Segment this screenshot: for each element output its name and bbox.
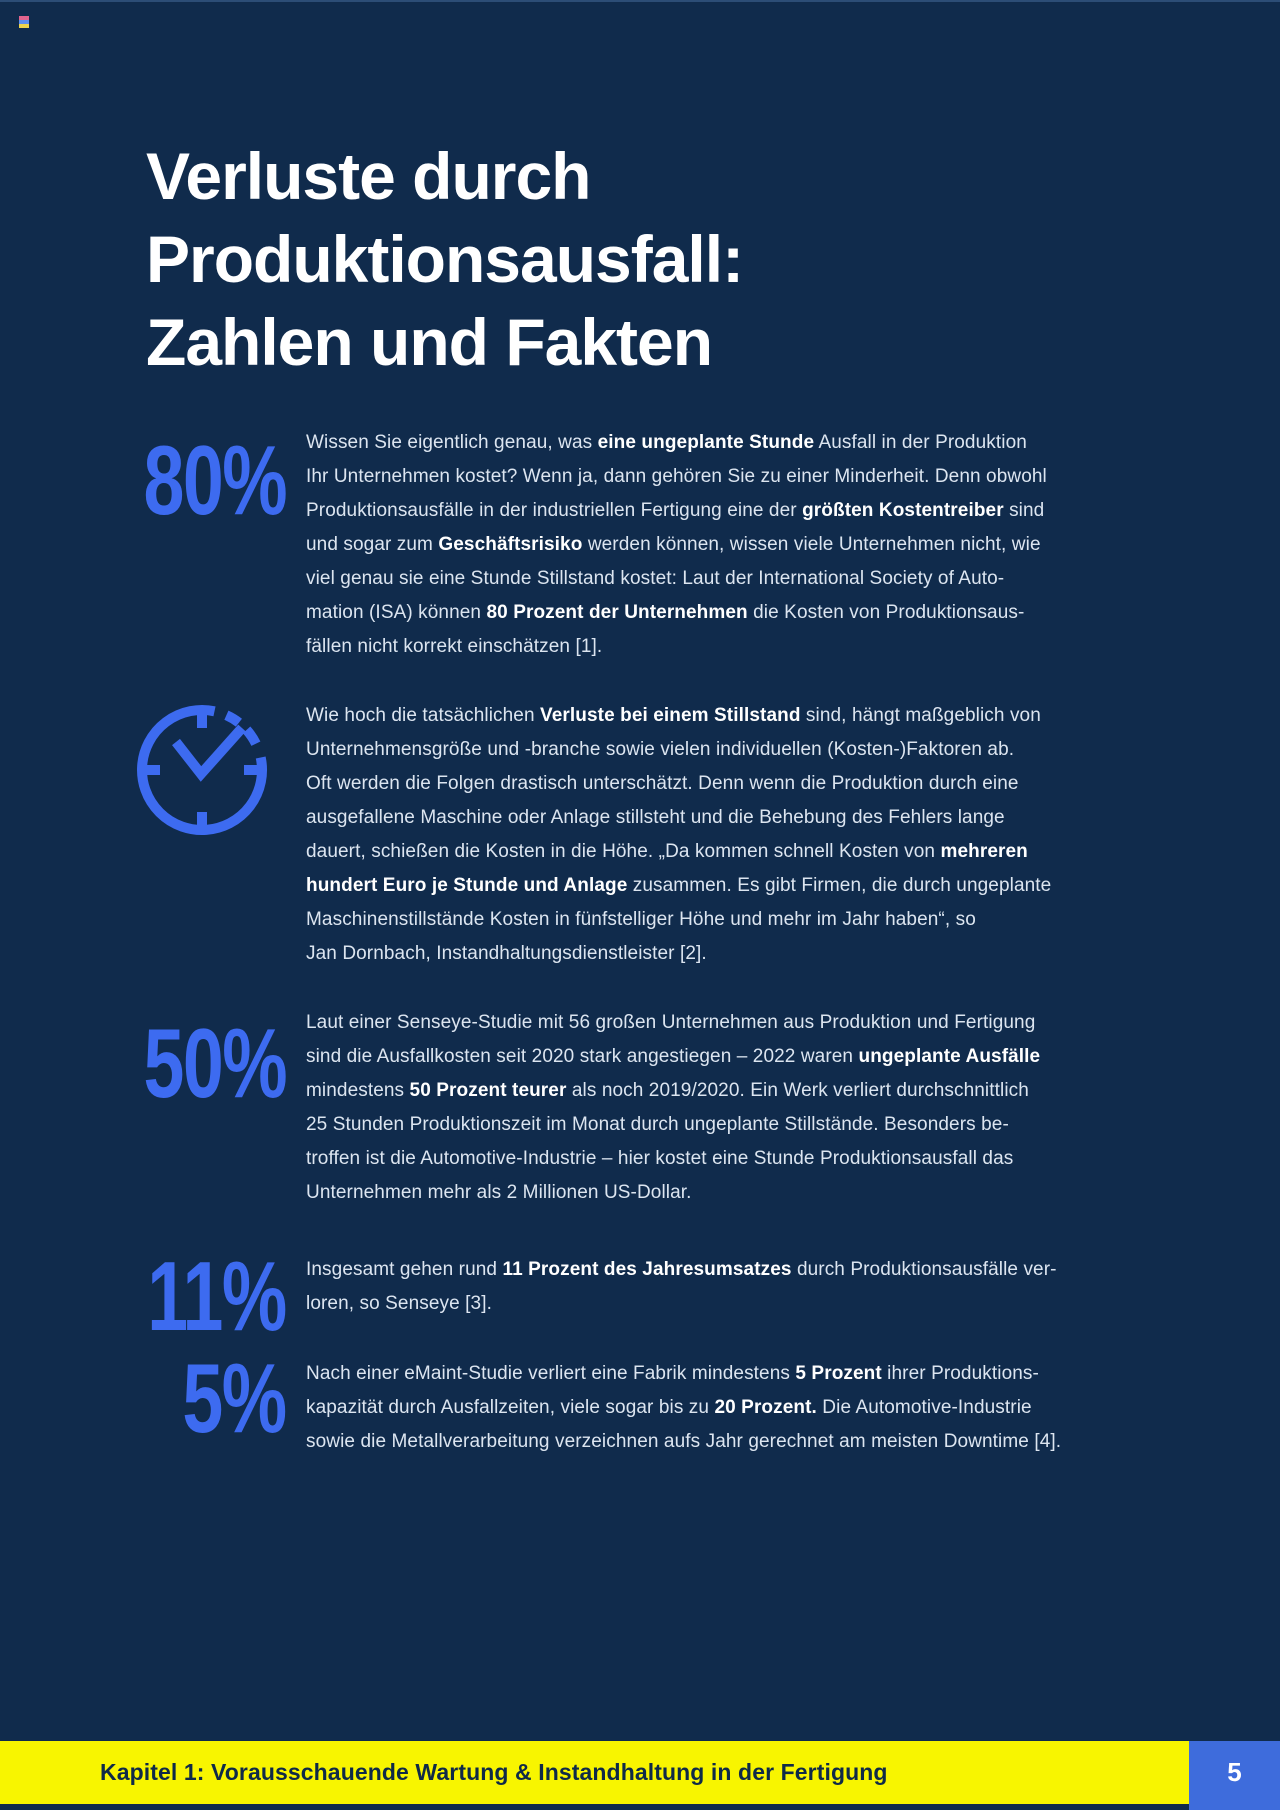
- stat-80-percent: 80%: [143, 425, 286, 535]
- stat-11-percent: 11%: [147, 1241, 286, 1351]
- page-top-border: [0, 0, 1280, 2]
- text-line: Nach einer eMaint-Studie verliert eine Fabrik mindestens 5 Prozent ihrer Produktions-: [306, 1363, 1039, 1384]
- logo-mark: [19, 16, 29, 28]
- paragraph-80-percent-costs: [306, 426, 1047, 664]
- text-line: sowie die Metallverarbeitung verzeichnen aufs Jahr gerechnet am meisten Downtime [4].: [306, 1431, 1062, 1452]
- text-line: dauert, schießen die Kosten in die Höhe. „Da kommen schnell Kosten von mehreren: [306, 841, 1028, 862]
- title-line-1: Verluste durch: [146, 139, 591, 213]
- title-line-3: Zahlen und Fakten: [146, 305, 713, 379]
- text-line: ausgefallene Maschine oder Anlage stillsteht und die Behebung des Fehlers lange: [306, 807, 1005, 828]
- text-line: Unternehmensgröße und -branche sowie vielen individuellen (Kosten-)Faktoren ab.: [306, 739, 1015, 760]
- text-line: mation (ISA) können 80 Prozent der Unternehmen die Kosten von Produktionsaus-: [306, 602, 1025, 623]
- text-line: sind die Ausfallkosten seit 2020 stark angestiegen – 2022 waren ungeplante Ausfälle: [306, 1046, 1041, 1067]
- text-line: fällen nicht korrekt einschätzen [1].: [306, 636, 603, 657]
- text-line: viel genau sie eine Stunde Stillstand kostet: Laut der International Society of Auto-: [306, 568, 1005, 589]
- text-line: und sogar zum Geschäftsrisiko werden können, wissen viele Unternehmen nicht, wie: [306, 534, 1041, 555]
- text-line: troffen ist die Automotive-Industrie – hier kostet eine Stunde Produktionsausfall das: [306, 1148, 1014, 1169]
- footer-bar: [0, 1741, 1280, 1804]
- text-line: Produktionsausfälle in der industriellen Fertigung eine der größten Kostentreiber sind: [306, 500, 1045, 521]
- page-number: 5: [1227, 1757, 1242, 1787]
- text-line: Unternehmen mehr als 2 Millionen US-Dollar.: [306, 1182, 692, 1203]
- text-line: loren, so Senseye [3].: [306, 1293, 492, 1314]
- text-line: Jan Dornbach, Instandhaltungsdienstleister [2].: [306, 943, 707, 964]
- page-title: [146, 135, 743, 384]
- stat-50-percent: 50%: [143, 1008, 286, 1118]
- text-line: hundert Euro je Stunde und Anlage zusammen. Es gibt Firmen, die durch ungeplante: [306, 875, 1052, 896]
- text-line: Oft werden die Folgen drastisch unterschätzt. Denn wenn die Produktion durch eine: [306, 773, 1019, 794]
- paragraph-emaint-study: [306, 1357, 1061, 1459]
- paragraph-downtime-losses: [306, 699, 1051, 971]
- paragraph-annual-revenue: [306, 1253, 1057, 1321]
- footer-chapter-label: Kapitel 1: Vorausschauende Wartung & Instandhaltung in der Fertigung: [100, 1759, 888, 1785]
- text-line: Wie hoch die tatsächlichen Verluste bei einem Stillstand sind, hängt maßgeblich von: [306, 705, 1041, 726]
- page-number-box: [1189, 1741, 1280, 1810]
- text-line: mindestens 50 Prozent teurer als noch 2019/2020. Ein Werk verliert durchschnittlich: [306, 1080, 1029, 1101]
- title-line-2: Produktionsausfall:: [146, 222, 744, 296]
- text-line: Insgesamt gehen rund 11 Prozent des Jahresumsatzes durch Produktionsausfälle ver-: [306, 1259, 1057, 1280]
- text-line: Maschinenstillstände Kosten in fünfstelliger Höhe und mehr im Jahr haben“, so: [306, 909, 976, 930]
- text-line: kapazität durch Ausfallzeiten, viele sogar bis zu 20 Prozent. Die Automotive-Industrie: [306, 1397, 1032, 1418]
- text-line: 25 Stunden Produktionszeit im Monat durch ungeplante Stillstände. Besonders be-: [306, 1114, 1009, 1135]
- text-line: Wissen Sie eigentlich genau, was eine ungeplante Stunde Ausfall in der Produktion: [306, 432, 1027, 453]
- paragraph-senseye-study: [306, 1006, 1040, 1210]
- clock-icon: [134, 702, 270, 838]
- text-line: Ihr Unternehmen kostet? Wenn ja, dann gehören Sie zu einer Minderheit. Denn obwohl: [306, 466, 1047, 487]
- text-line: Laut einer Senseye-Studie mit 56 großen Unternehmen aus Produktion und Fertigung: [306, 1012, 1036, 1033]
- logo-stripe: [19, 24, 29, 28]
- stat-5-percent: 5%: [182, 1343, 286, 1453]
